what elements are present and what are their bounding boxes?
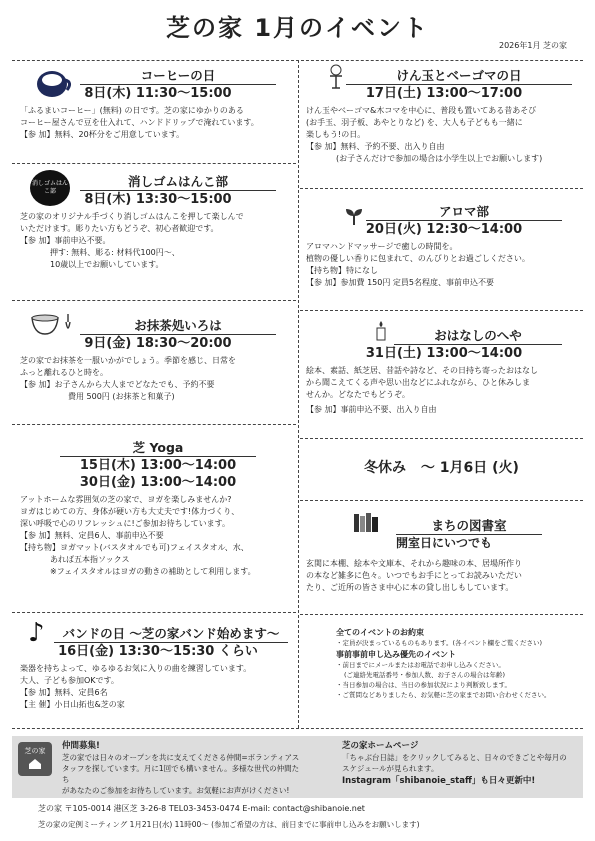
- eraser-stamp-icon: 消しゴムはんこ部: [30, 170, 70, 206]
- aroma-title: アロマ部: [366, 204, 562, 221]
- aroma-line: 【参 加】参加費 150円 定員5名程度、事前申込不要: [306, 278, 494, 287]
- matcha-line: 【参 加】お子さんから大人までどなたでも、予約不要: [20, 380, 215, 389]
- kendama-section: [306, 68, 582, 165]
- band-title: バンドの日 〜芝の家バンド始めます〜: [54, 626, 288, 643]
- aroma-line: 【持ち物】特になし: [306, 266, 378, 275]
- homepage-title: 芝の家ホームページ: [342, 741, 419, 751]
- aroma-line: 植物の優しい香りに包まれて、のんびりとお過ごしください。: [306, 254, 530, 263]
- kendama-line: 【参 加】無料、予約不要、出入り自由: [306, 142, 445, 151]
- yoga-time: 30日(金) 13:00〜14:00: [79, 475, 237, 490]
- yoga-line: あれば五本指ソックス: [50, 555, 130, 564]
- band-line: 【主 催】小日山拓也&芝の家: [20, 700, 125, 709]
- shibanoie-badge: [18, 742, 52, 776]
- coffee-time: 8日(木) 11:30〜15:00: [84, 86, 232, 101]
- aroma-line: アロマハンドマッサージで癒しの時間を。: [306, 242, 458, 251]
- yoga-line: アットホームな雰囲気の芝の家で、ヨガを楽しみませんか?: [20, 495, 232, 504]
- kendama-line: 楽しもう!の日。: [306, 130, 366, 139]
- rules-heading: 全てのイベントのお約束: [336, 628, 424, 637]
- story-section: [306, 328, 582, 416]
- aroma-section: [306, 204, 582, 289]
- meeting-line: 芝の家の定例ミーティング 1月21日(水) 11時00〜 (参加ご希望の方は、前日までに事前申し込みをお願いします): [38, 820, 420, 829]
- band-line: 大人、子ども参加OKです。: [20, 676, 119, 685]
- eraser-line: 押す: 無料、彫る: 材料代100円〜、: [50, 248, 180, 257]
- divider: [12, 300, 296, 301]
- homepage-block: [342, 740, 582, 787]
- band-time: 16日(金) 13:30〜15:30 くらい: [58, 644, 258, 659]
- eraser-line: 10歳以上でお願いしています。: [50, 260, 164, 269]
- library-line: の本など雑多に色々。いつでもお手にとってお読みいただい: [306, 571, 522, 580]
- matcha-line: ふっと離れるひと時を。: [20, 368, 108, 377]
- winter-range: 〜 1月6日 (火): [420, 460, 519, 476]
- homepage-line: スケジュールが見られます。: [342, 764, 439, 773]
- divider: [300, 310, 583, 311]
- divider: [12, 163, 296, 164]
- eraser-time: 8日(木) 13:30〜15:00: [84, 192, 232, 207]
- eraser-line: いただけます。彫りたい方もどうぞ、初心者歓迎です。: [20, 224, 219, 233]
- matcha-time: 9日(金) 18:30〜20:00: [84, 336, 232, 351]
- story-title: おはなしのへや: [394, 328, 562, 345]
- aroma-time: 20日(火) 12:30〜14:00: [365, 222, 523, 237]
- divider: [300, 500, 583, 501]
- yoga-title: 芝 Yoga: [60, 440, 256, 457]
- kendama-line: (お子さんだけで参加の場合は小学生以上でお願いします): [336, 154, 543, 163]
- story-line: 【参 加】事前申込不要、出入り自由: [306, 405, 437, 414]
- eraser-section: [20, 174, 296, 271]
- yoga-line: 深い呼吸で心のリフレッシュに!ご参加お待ちしています。: [20, 519, 231, 528]
- page-title: 芝の家 1月のイベント: [165, 14, 430, 42]
- issue-date: 2026年1月 芝の家: [499, 41, 567, 50]
- kendama-title: けん玉とベーゴマの日: [346, 68, 572, 85]
- matcha-line: 費用 500円 (お抹茶と和菓子): [68, 392, 175, 401]
- recruit-block: [62, 740, 302, 796]
- library-title: まちの図書室: [396, 518, 542, 535]
- rules-line: ・当日参加の場合は、当日の参加状況により判断致します。: [336, 681, 511, 689]
- recruit-title: 仲間募集!: [62, 741, 100, 751]
- winter-break: [300, 458, 583, 478]
- coffee-line: 【参 加】無料、20杯分をご用意しています。: [20, 130, 185, 139]
- eraser-title: 消しゴムはんこ部: [80, 174, 276, 191]
- coffee-line: 「ふるまいコーヒー」(無料) の日です。芝の家にゆかりのある: [20, 106, 244, 115]
- kendama-time: 17日(土) 13:00〜17:00: [365, 86, 523, 101]
- coffee-line: コーヒー屋さんで豆を仕入れて、ハンドドリップで淹れています。: [20, 118, 259, 127]
- yoga-section: [20, 440, 296, 578]
- address-line: 芝の家 〒105-0014 港区芝 3-26-8 TEL03-3453-0474 E-mail: contact@shibanoie.net: [38, 804, 365, 813]
- divider: [12, 424, 296, 425]
- band-line: 【参 加】無料、定員6名: [20, 688, 108, 697]
- divider: [300, 188, 583, 189]
- info-box: [12, 736, 583, 798]
- divider: [300, 614, 583, 615]
- matcha-line: 芝の家でお抹茶を一服いかがでしょう。季節を感じ、日常を: [20, 356, 236, 365]
- coffee-title: コーヒーの日: [80, 68, 276, 85]
- matcha-section: [20, 318, 296, 403]
- recruit-line: 芝の家では日々のオープンを共に支えてくださる仲間=ボランティアス: [62, 753, 300, 762]
- yoga-line: 【持ち物】ヨガマット(バスタオルでも可)フェイスタオル、水、: [20, 543, 249, 552]
- rules-section: [336, 628, 582, 700]
- library-line: たり、ご近所の皆さま中心に本の貸し出しもしています。: [306, 583, 514, 592]
- recruit-line: があなたのご参加をお待ちしています。お気軽にお声がけください!: [62, 786, 290, 795]
- band-section: [20, 626, 296, 711]
- coffee-section: [20, 68, 296, 141]
- band-line: 楽器を持ちよって、ゆるゆるお気に入りの曲を練習しています。: [20, 664, 252, 673]
- eraser-line: 【参 加】事前申込不要。: [20, 236, 111, 245]
- kendama-line: (お手玉、羽子板、あやとりなど) を、大人も子どもも一緒に: [306, 118, 523, 127]
- winter-label: 冬休み: [364, 460, 407, 476]
- library-section: [306, 518, 582, 594]
- rules-line: (ご連絡先電話番号・参加人数、お子さんの場合は年齢): [344, 671, 506, 679]
- yoga-line: ※フェイスタオルはヨガの動きの補助として利用します。: [50, 567, 256, 576]
- rules-line: ・ご質問などありましたら、お気軽に芝の家までお問い合わせください。: [336, 691, 551, 699]
- story-line: から聞こえてくる声や思い出などにふれながら、ひと休みしま: [306, 378, 530, 387]
- badge-label: 芝の家: [24, 747, 46, 755]
- kendama-line: けん玉やベーゴマ&木コマを中心に、普段も置いてある昔あそび: [306, 106, 537, 115]
- music-note-icon: ♪: [28, 618, 45, 648]
- house-icon: [28, 758, 42, 770]
- rules-line: ・定員が決まっているものもあります。(各イベント欄をご覧ください): [336, 639, 543, 647]
- homepage-line: 「ちゃぶ台日誌」をクリックしてみると、日々のできごとや毎月の: [342, 753, 567, 762]
- rules-line: ・前日までにメールまたはお電話でお申し込みください。: [336, 661, 505, 669]
- story-line: 絵本、素話、紙芝居、昔話や詩など、その日持ち寄ったおはなし: [306, 366, 538, 375]
- yoga-line: 【参 加】無料、定員6人、事前申込不要: [20, 531, 164, 540]
- rules-heading: 事前事前申し込み優先のイベント: [336, 650, 456, 659]
- yoga-time: 15日(木) 13:00〜14:00: [79, 458, 237, 473]
- eraser-line: 芝の家のオリジナル手づくり消しゴムはんこを押して楽しんで: [20, 212, 244, 221]
- recruit-line: タッフを探しています。月に1回でも構いません。多様な世代の仲間たち: [62, 764, 300, 784]
- matcha-title: お抹茶処いろは: [80, 318, 276, 335]
- story-line: せんか。どなたでもどうぞ。: [306, 390, 410, 399]
- divider: [300, 438, 583, 439]
- divider: [12, 728, 583, 729]
- instagram-link[interactable]: Instagram「shibanoie_staff」も日々更新中!: [342, 776, 536, 786]
- library-subtitle: 開室日にいつでも: [395, 536, 492, 550]
- divider: [12, 60, 583, 61]
- story-time: 31日(土) 13:00〜14:00: [365, 346, 523, 361]
- divider: [12, 612, 296, 613]
- library-line: 玄関に本棚、絵本や文庫本、それから趣味の本、居場所作り: [306, 559, 522, 568]
- column-divider: [298, 60, 299, 728]
- yoga-line: ヨガはじめての方、身体が硬い方も大丈夫です!体力づくり、: [20, 507, 240, 516]
